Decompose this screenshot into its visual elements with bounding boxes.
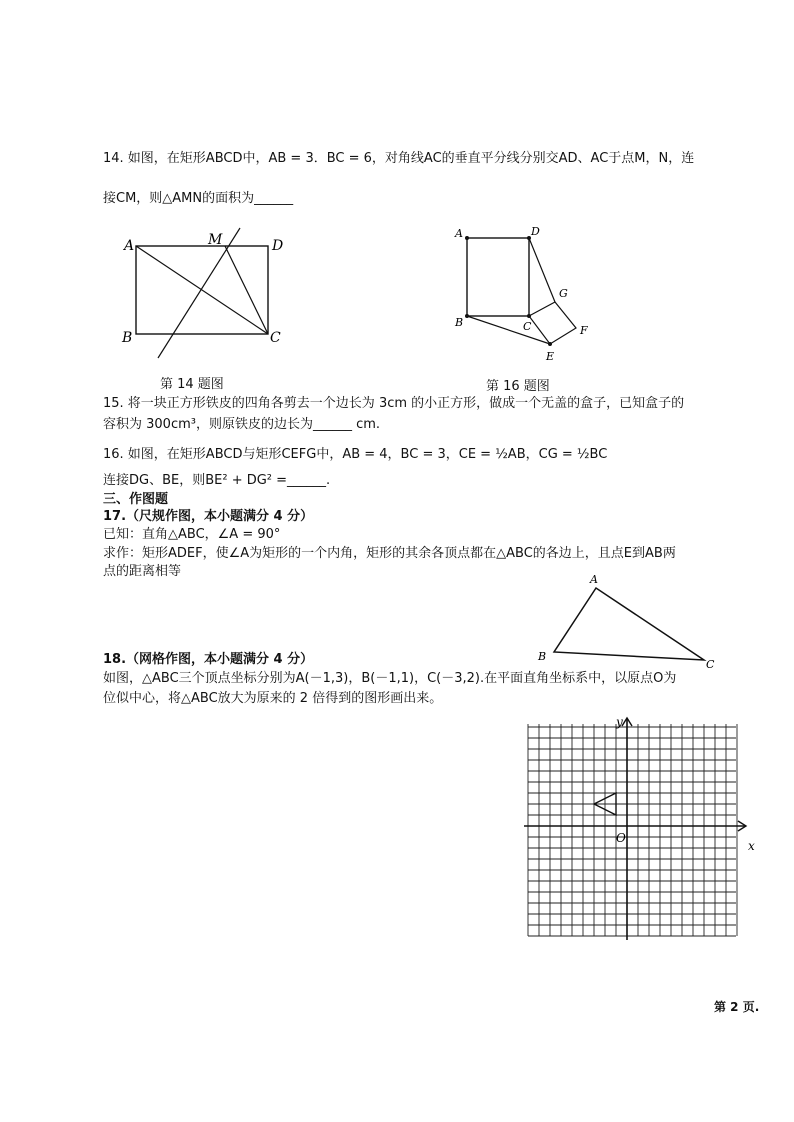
q18-line2: 位似中心，将△ABC放大为原来的 2 倍得到的图形画出来。 [103,691,443,706]
label-A: A [590,573,598,586]
page-number: 第 2 页. [714,1000,760,1014]
q18-title: 18.（网格作图，本小题满分 4 分） [103,652,314,667]
q17-title: 17.（尺规作图，本小题满分 4 分） [103,509,314,524]
q16-line2: 连接DG、BE，则BE² + DG² =______. [103,473,331,488]
label-F: F [580,324,588,337]
label-C: C [706,658,715,671]
section-3-heading: 三、作图题 [103,492,169,507]
figure-14 [118,226,290,362]
figure-16 [452,222,600,368]
x-axis-label: x [748,839,755,853]
q15-line1: 15. 将一块正方形铁皮的四角各剪去一个边长为 3cm 的小正方形，做成一个无盖的盒子，已知盒子的 [103,396,685,411]
q18-line1: 如图，△ABC三个顶点坐标分别为A(－1,3)，B(－1,1)，C(－3,2).在平面直角坐标系中，以原点O为 [103,671,677,686]
figure-14-caption: 第 14 题图 [160,377,224,392]
q14-line2: 接CM，则△AMN的面积为______ [103,191,294,206]
coordinate-grid [524,714,756,946]
label-E: E [546,350,555,363]
q16-line1: 16. 如图，在矩形ABCD与矩形CEFG中，AB = 4，BC = 3，CE = ½AB，CG = ½BC [103,447,608,462]
label-D: D [272,238,284,254]
label-C: C [270,330,281,346]
y-axis-label: y [616,715,623,729]
figure-18-grid [524,714,756,946]
label-B: B [538,650,547,663]
label-D: D [531,225,540,238]
q17-task-line2: 点的距离相等 [103,564,182,579]
label-C: C [523,320,532,333]
figure-17 [532,572,722,672]
label-A: A [455,227,463,240]
label-B: B [455,316,464,329]
figure-16-caption: 第 16 题图 [486,379,550,394]
origin-label: O [616,831,626,845]
label-A: A [124,238,135,254]
q15-line2: 容积为 300cm³，则原铁皮的边长为______ cm. [103,417,381,432]
label-G: G [559,287,568,300]
q14-line1: 14. 如图，在矩形ABCD中，AB = 3．BC = 6，对角线AC的垂直平分线分别交AD、AC于点M，N，连 [103,151,695,166]
label-M: M [208,232,223,248]
label-B: B [122,330,133,346]
q17-given: 已知：直角△ABC，∠A = 90° [103,527,281,542]
q17-task-line1: 求作：矩形ADEF，使∠A为矩形的一个内角，矩形的其余各顶点都在△ABC的各边上，且点E到AB两 [103,546,676,561]
